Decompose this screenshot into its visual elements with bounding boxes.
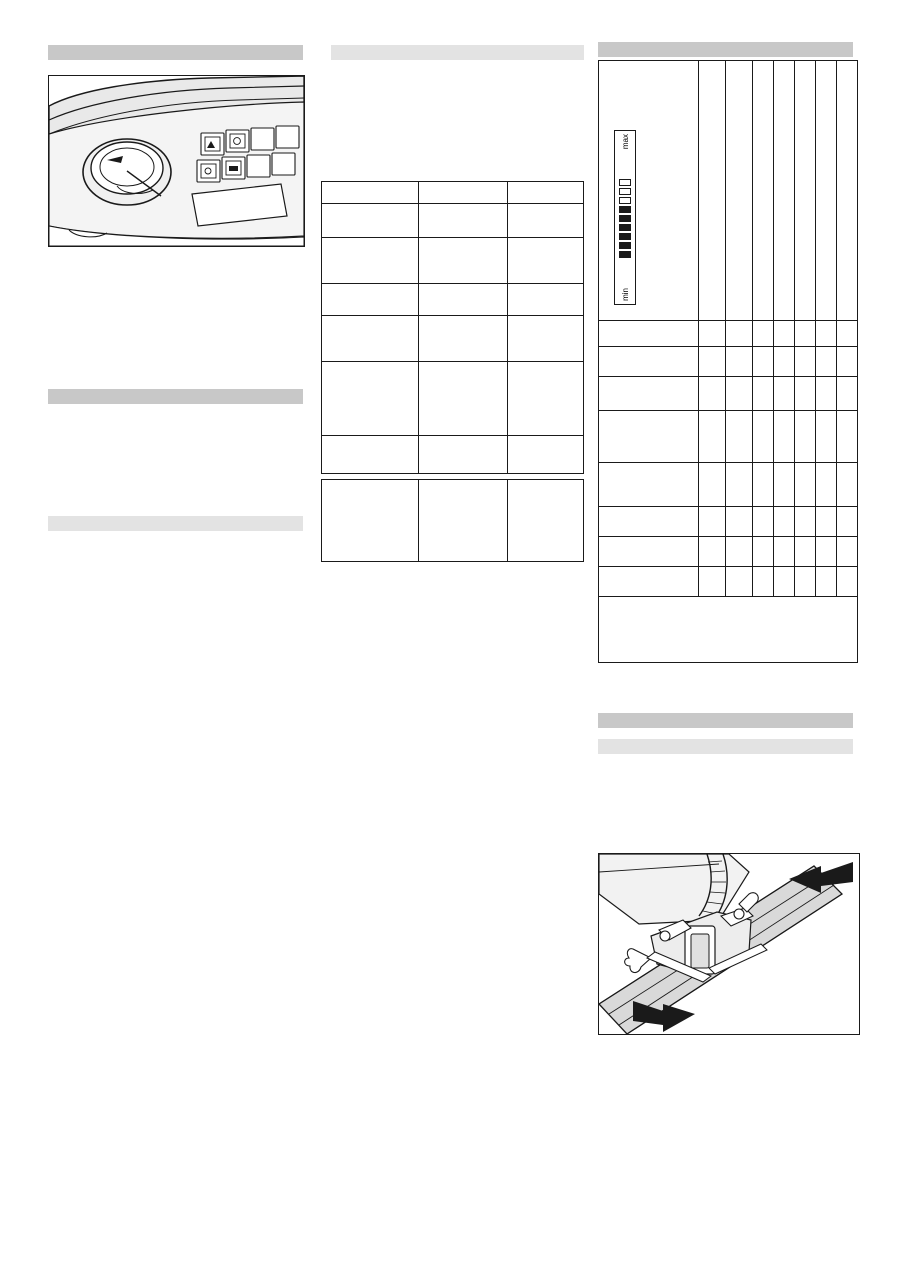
table-cell (418, 480, 507, 562)
table-cell (699, 567, 726, 597)
gauge-bar-empty (619, 179, 631, 186)
table-cell (726, 537, 753, 567)
table-cell (508, 316, 584, 362)
table-cell (774, 507, 795, 537)
table-cell (774, 411, 795, 463)
table-row (599, 463, 858, 507)
table-cell (726, 321, 753, 347)
table-row (322, 316, 584, 362)
table-row (599, 411, 858, 463)
table-cell (795, 321, 816, 347)
gauge-bars (619, 179, 631, 258)
table-cell (837, 411, 858, 463)
table-cell (699, 537, 726, 567)
table-cell (699, 463, 726, 507)
table-cell (418, 436, 507, 474)
table-cell (753, 61, 774, 321)
table-row (599, 347, 858, 377)
table-cell (699, 377, 726, 411)
table-cell (599, 377, 699, 411)
table-cell (837, 61, 858, 321)
table-cell (795, 347, 816, 377)
table-cell (699, 411, 726, 463)
table-cell (599, 411, 699, 463)
table-cell (753, 567, 774, 597)
table-cell (753, 321, 774, 347)
table-cell (753, 411, 774, 463)
table-cell (816, 321, 837, 347)
table-cell (418, 284, 507, 316)
gauge-min-label: min (620, 288, 630, 301)
table-cell (726, 567, 753, 597)
table-cell (774, 463, 795, 507)
fill-level-gauge (614, 130, 636, 305)
table-cell (508, 204, 584, 238)
table-cell (816, 463, 837, 507)
accessory-matrix-table (598, 60, 858, 663)
table-cell (753, 377, 774, 411)
gauge-bar-filled (619, 233, 631, 240)
table-cell (418, 204, 507, 238)
table-cell (508, 436, 584, 474)
table-cell (774, 321, 795, 347)
table-cell (418, 182, 507, 204)
table-cell (322, 182, 419, 204)
table-cell (774, 537, 795, 567)
table-cell (795, 507, 816, 537)
gauge-max-label: max (620, 134, 630, 150)
gauge-bar-filled (619, 215, 631, 222)
table-cell (774, 61, 795, 321)
column2-heading-band-1 (331, 45, 584, 60)
column1-heading-band-1 (48, 45, 303, 60)
table-cell (508, 284, 584, 316)
table-cell (726, 411, 753, 463)
specification-table (321, 181, 584, 562)
table-row (322, 436, 584, 474)
column3-heading-band-1 (598, 42, 853, 57)
table-row (322, 362, 584, 436)
table-footnote-row (599, 597, 858, 663)
table-cell (508, 182, 584, 204)
table-cell (322, 238, 419, 284)
table-row (599, 321, 858, 347)
table-cell (599, 321, 699, 347)
table-row (599, 507, 858, 537)
table-row (322, 182, 584, 204)
table-cell (837, 463, 858, 507)
table-cell (816, 61, 837, 321)
table-cell (508, 362, 584, 436)
column1-heading-band-2 (48, 389, 303, 404)
table-row (599, 537, 858, 567)
table-cell (795, 411, 816, 463)
squeegee-figure (598, 853, 860, 1035)
table-cell (816, 537, 837, 567)
table-cell (816, 567, 837, 597)
table-cell (816, 347, 837, 377)
table-cell (508, 480, 584, 562)
table-cell (599, 567, 699, 597)
table-cell (322, 480, 419, 562)
table-cell (753, 507, 774, 537)
table-cell (599, 537, 699, 567)
table-row (322, 238, 584, 284)
table-cell (322, 362, 419, 436)
table-cell (726, 507, 753, 537)
table-cell (837, 537, 858, 567)
table-cell-footnote (599, 597, 858, 663)
table-cell (699, 321, 726, 347)
table-cell (774, 567, 795, 597)
column3-heading-band-2 (598, 713, 853, 728)
control-panel-figure (48, 75, 305, 247)
table-cell (322, 436, 419, 474)
table-cell (322, 316, 419, 362)
table-cell (816, 377, 837, 411)
table-cell (837, 507, 858, 537)
table-cell (837, 377, 858, 411)
control-panel-illustration (49, 76, 304, 246)
table-cell (795, 377, 816, 411)
table-cell (753, 347, 774, 377)
table-row (322, 480, 584, 562)
table-cell (753, 537, 774, 567)
table-cell (418, 362, 507, 436)
table-cell (837, 347, 858, 377)
table-cell (816, 507, 837, 537)
table-cell (726, 463, 753, 507)
table-cell (726, 347, 753, 377)
table-cell (726, 61, 753, 321)
table-cell (837, 321, 858, 347)
table-cell (795, 567, 816, 597)
gauge-bar-filled (619, 224, 631, 231)
squeegee-illustration (599, 854, 859, 1034)
gauge-bar-empty (619, 197, 631, 204)
gauge-bar-filled (619, 206, 631, 213)
table-cell (837, 567, 858, 597)
table-cell (322, 284, 419, 316)
table-cell (599, 507, 699, 537)
table-cell (774, 347, 795, 377)
table-cell (699, 507, 726, 537)
table-row (599, 61, 858, 321)
table-cell (599, 463, 699, 507)
table-cell (699, 61, 726, 321)
column1-heading-band-3 (48, 516, 303, 531)
table-row (322, 284, 584, 316)
table-cell (795, 61, 816, 321)
table-cell (418, 238, 507, 284)
table-cell (322, 204, 419, 238)
arrow-down-left-icon (633, 1001, 695, 1032)
table-cell (418, 316, 507, 362)
table-cell (508, 238, 584, 284)
table-cell (753, 463, 774, 507)
table-cell (774, 377, 795, 411)
table-cell (816, 411, 837, 463)
table-cell (599, 347, 699, 377)
gauge-bar-filled (619, 251, 631, 258)
table-cell (795, 537, 816, 567)
table-cell (726, 377, 753, 411)
column3-heading-band-3 (598, 739, 853, 754)
table-row (322, 204, 584, 238)
gauge-bar-empty (619, 188, 631, 195)
gauge-bar-filled (619, 242, 631, 249)
table-row (599, 567, 858, 597)
table-cell (795, 463, 816, 507)
table-row (599, 377, 858, 411)
table-cell (699, 347, 726, 377)
